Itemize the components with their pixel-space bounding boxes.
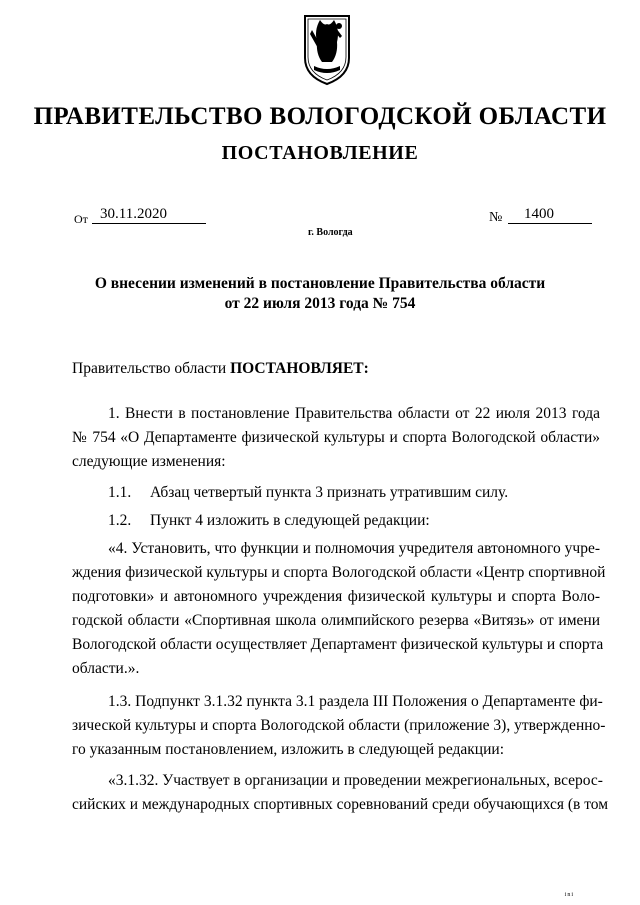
preamble	[72, 357, 600, 381]
date-label: От	[74, 212, 88, 226]
subject-line: О внесении изменений в постановление Правительства области	[94, 275, 546, 292]
text-line: сийских и международных спортивных соревнований среди обучающихся (в том	[72, 796, 609, 813]
item-number: 1.2.	[108, 512, 132, 529]
subject-line: от 22 июля 2013 года № 754	[224, 295, 416, 312]
paragraph-1	[72, 402, 600, 474]
text-line: следующие изменения:	[72, 453, 226, 470]
coat-of-arms-icon	[302, 10, 352, 86]
paragraph-1-1	[72, 481, 600, 505]
city-label: г. Вологда	[308, 227, 353, 238]
paragraph-1-2	[72, 509, 600, 533]
text-line: «3.1.32. Участвует в организации и проведении межрегиональных, всерос-	[108, 772, 603, 789]
item-text: Абзац четвертый пункта 3 признать утратившим силу.	[150, 484, 509, 501]
number-label: №	[489, 210, 503, 225]
text-line: «4. Установить, что функции и полномочия учредителя автономного учре-	[108, 540, 600, 557]
document-subject	[60, 274, 580, 314]
number-field	[508, 205, 592, 224]
page-mark: ini	[564, 892, 574, 898]
item-number: 1.1.	[108, 484, 132, 501]
paragraph-1-3	[72, 690, 606, 762]
text-line: области.».	[72, 660, 140, 677]
number-value: 1400	[524, 206, 554, 222]
date-value: 30.11.2020	[100, 206, 167, 222]
preamble-text: Правительство области	[72, 360, 231, 377]
text-line: подготовки» и автономного учреждения физической культуры и спорта Воло-	[72, 588, 600, 605]
text-line: ждения физической культуры и спорта Вологодской области «Центр спортивной	[72, 564, 606, 581]
text-line: го указанным постановлением, изложить в следующей редакции:	[72, 741, 505, 758]
item-text: Пункт 4 изложить в следующей редакции:	[150, 512, 430, 529]
text-line: № 754 «О Департаменте физической культуры и спорта Вологодской области»	[72, 429, 600, 446]
preamble-emphasis: ПОСТАНОВЛЯЕТ:	[230, 360, 369, 377]
text-line: Вологодской области осуществляет Департамент физической культуры и спорта	[72, 636, 604, 653]
text-line: годской области «Спортивная школа олимпийского резерва «Витязь» от имени	[72, 612, 600, 629]
text-line: зической культуры и спорта Вологодской области (приложение 3), утвержденно-	[72, 717, 606, 734]
text-line: 1. Внести в постановление Правительства области от 22 июля 2013 года	[108, 405, 600, 422]
government-title: ПРАВИТЕЛЬСТВО ВОЛОГОДСКОЙ ОБЛАСТИ	[33, 103, 607, 130]
date-field	[92, 205, 206, 224]
document-type: ПОСТАНОВЛЕНИЕ	[221, 142, 419, 164]
paragraph-4-text	[72, 537, 606, 681]
paragraph-3-1-32	[72, 769, 609, 817]
text-line: 1.3. Подпункт 3.1.32 пункта 3.1 раздела III Положения о Департаменте фи-	[108, 693, 603, 710]
